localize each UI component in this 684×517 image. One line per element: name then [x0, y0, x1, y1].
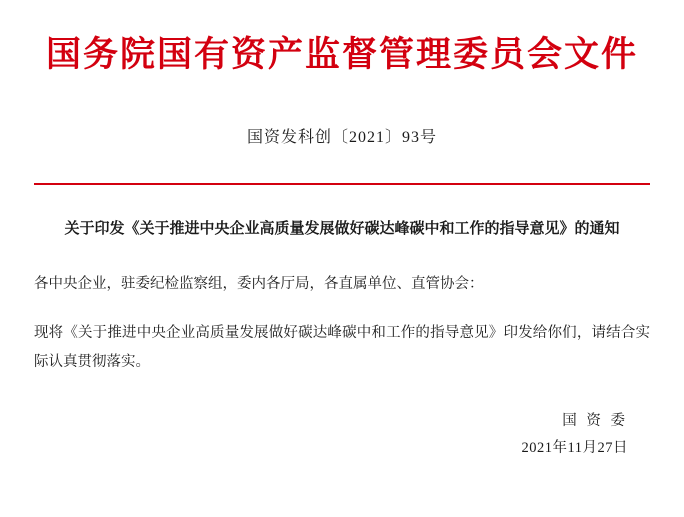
red-divider-rule	[34, 183, 650, 185]
document-salutation: 各中央企业，驻委纪检监察组，委内各厅局，各直属单位、直管协会：	[34, 275, 484, 292]
document-masthead: 国务院国有资产监督管理委员会文件	[45, 35, 638, 74]
document-body-paragraph: 现将《关于推进中央企业高质量发展做好碳达峰碳中和工作的指导意见》印发给你们，请结合实际认真贯彻落实。	[34, 324, 650, 370]
document-number: 国资发科创〔2021〕93号	[246, 129, 437, 146]
document-signer: 国 资 委	[562, 412, 628, 429]
document-date: 2021年11月27日	[521, 439, 628, 456]
document-title: 关于印发《关于推进中央企业高质量发展做好碳达峰碳中和工作的指导意见》的通知	[64, 221, 620, 237]
